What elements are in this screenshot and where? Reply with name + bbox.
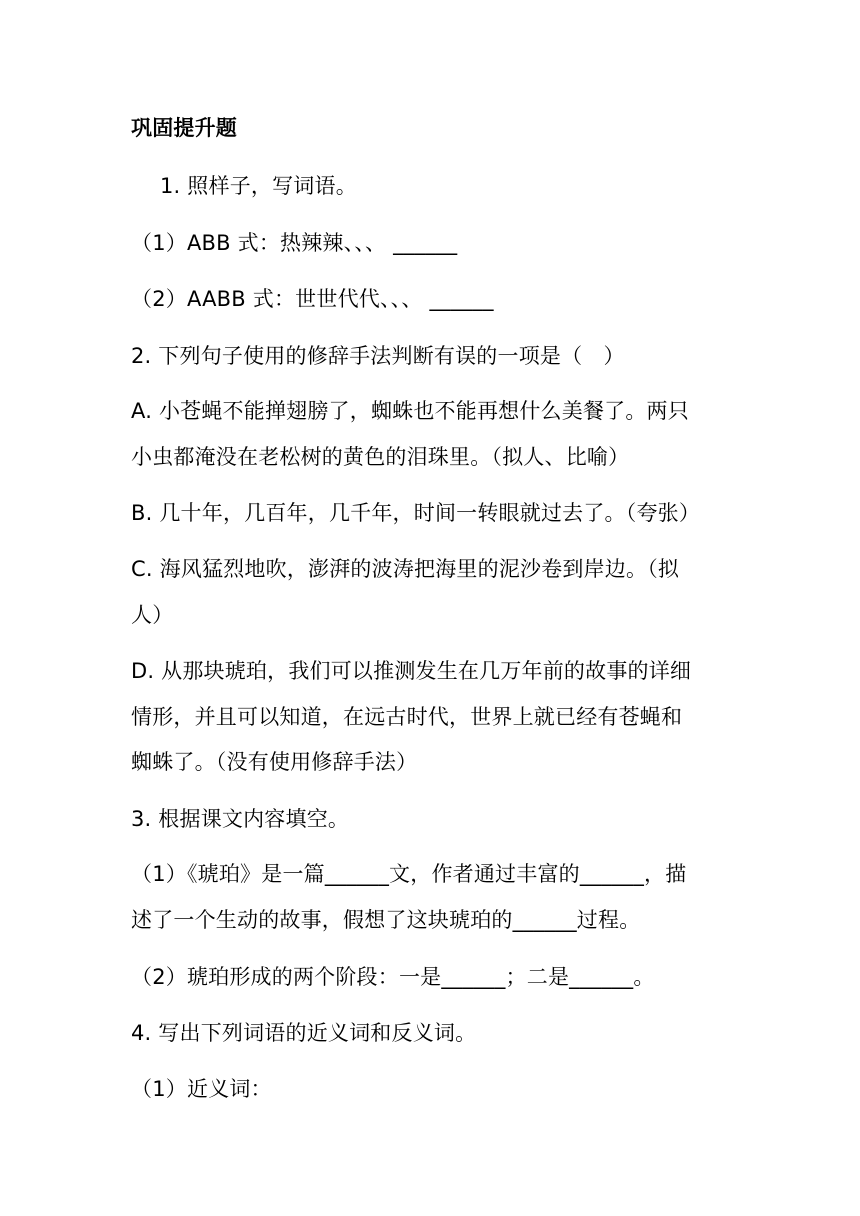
question-2-option-d-line-3: 蜘蛛了。（没有使用修辞手法） (131, 750, 418, 774)
question-2-option-c-line-1: C. 海风猛烈地吹，澎湃的波涛把海里的泥沙卷到岸边。（拟 (131, 557, 680, 581)
question-2-option-a-line-2: 小虫都淹没在老松树的黄色的泪珠里。（拟人、比喻） (131, 445, 630, 469)
question-3-part-1-line-2: 述了一个生动的故事，假想了这块琥珀的______过程。 (131, 908, 641, 932)
question-2-stem: 2. 下列句子使用的修辞手法判断有误的一项是（ ） (131, 344, 625, 368)
section-title: 巩固提升题 (131, 116, 237, 140)
question-4-part-1: （1）近义词： (131, 1077, 272, 1101)
question-4-stem: 4. 写出下列词语的近义词和反义词。 (131, 1021, 477, 1045)
question-3-part-2: （2）琥珀形成的两个阶段：一是______；二是______。 (131, 965, 655, 989)
question-2-option-a-line-1: A. 小苍蝇不能掸翅膀了，蜘蛛也不能再想什么美餐了。两只 (131, 399, 689, 423)
question-2-option-d-line-2: 情形，并且可以知道，在远古时代，世界上就已经有苍蝇和 (131, 705, 683, 729)
question-2-option-c-line-2: 人） (131, 603, 174, 627)
question-2-option-b: B. 几十年，几百年，几千年，时间一转眼就过去了。（夸张） (131, 501, 701, 525)
question-3-stem: 3. 根据课文内容填空。 (131, 807, 350, 831)
question-1-part-1: （1）ABB 式：热辣辣、、、 ______ (131, 231, 458, 255)
question-1-stem: 1. 照样子，写词语。 (160, 174, 357, 198)
question-3-part-1-line-1: （1）《琥珀》是一篇______文，作者通过丰富的______，描 (131, 862, 687, 886)
question-1-part-2: （2）AABB 式：世世代代、、、 ______ (131, 287, 494, 311)
question-2-option-d-line-1: D. 从那块琥珀，我们可以推测发生在几万年前的故事的详细 (131, 659, 692, 683)
